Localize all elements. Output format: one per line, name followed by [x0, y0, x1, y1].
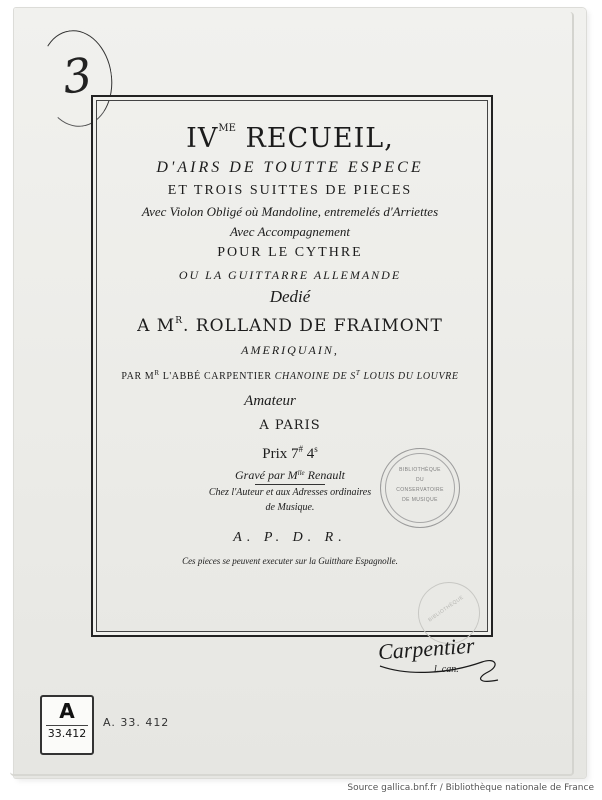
- price-mid: 4: [303, 446, 315, 462]
- dedicatee-prefix: A M: [137, 316, 176, 336]
- handwritten-cote: A. 33. 412: [103, 716, 170, 729]
- signature-sub: l. can.: [434, 664, 459, 675]
- a-paris: A PARIS: [259, 418, 321, 433]
- stamp-line-1: BIBLIOTHÈQUE: [399, 467, 441, 473]
- author-signature: [377, 632, 508, 692]
- collection-title: [98, 112, 482, 156]
- engraver-prefix: Gravé par M: [235, 468, 298, 482]
- subtitle-violon: Avec Violon Obligé où Mandoline, entremelés d'Arriettes: [141, 204, 439, 219]
- privilege: A. P. D. R.: [233, 530, 347, 545]
- dedie: Dedié: [269, 287, 311, 306]
- engraver-name: Renault: [304, 468, 345, 482]
- subtitle-airs: D'AIRS DE TOUTTE ESPECE: [156, 159, 424, 176]
- dedicatee-name: . ROLLAND DE FRAIMONT: [182, 316, 443, 336]
- faint-stamp-text: BIBLIOTHÈQUE: [427, 594, 465, 624]
- dedicatee-sup: R: [175, 316, 183, 326]
- subtitle-suittes: ET TROIS SUITTES DE PIECES: [167, 183, 413, 198]
- label-letter: A: [59, 699, 75, 723]
- author-title: CHANOINE DE S: [274, 371, 356, 382]
- subtitle-accompagnement: Avec Accompagnement: [230, 224, 350, 239]
- price-main: Prix 7: [262, 446, 299, 462]
- author-prefix: PAR M: [121, 371, 155, 382]
- title-word: RECUEIL,: [245, 123, 394, 154]
- stamp-line-4: DE MUSIQUE: [402, 497, 438, 503]
- signature-flourish: [378, 636, 508, 692]
- library-stamp: [380, 448, 460, 528]
- title-numeral: IV: [186, 123, 219, 154]
- engraver-sup: lle: [297, 469, 305, 477]
- source-credit: Source gallica.bnf.fr / Bibliothèque nationale de France: [347, 783, 594, 793]
- author-line: [98, 361, 482, 389]
- dedicatee: [98, 308, 482, 339]
- stamp-line-2: DU: [415, 477, 425, 483]
- footnote: Ces pieces se peuvent executer sur la Guitthare Espagnolle.: [182, 556, 398, 566]
- subtitle-cythre: POUR LE CYTHRE: [217, 245, 363, 260]
- title-numeral-sup: ME: [218, 123, 236, 134]
- author-sup: R: [154, 369, 160, 377]
- signature-name: Carpentier: [377, 632, 476, 665]
- subtitle-guittarre: OU LA GUITTARRE ALLEMANDE: [178, 268, 402, 282]
- label-number: 33.412: [47, 727, 87, 740]
- price-sup-sols: s: [314, 444, 318, 454]
- author-name: L'ABBÉ CARPENTIER: [159, 371, 275, 382]
- library-label: [40, 695, 94, 755]
- shelf-number: 3: [59, 47, 96, 105]
- address-line: Chez l'Auteur et aux Adresses ordinaires: [208, 487, 372, 498]
- author-title-end: LOUIS DU LOUVRE: [360, 371, 459, 382]
- author-title-sup: T: [355, 369, 361, 377]
- stamp-line-3: CONSERVATOIRE: [396, 487, 444, 493]
- ameriquain: AMERIQUAIN,: [241, 343, 339, 357]
- price-sup-livres: #: [298, 444, 303, 454]
- amateur: Amateur: [244, 393, 296, 409]
- de-musique: de Musique.: [265, 502, 315, 513]
